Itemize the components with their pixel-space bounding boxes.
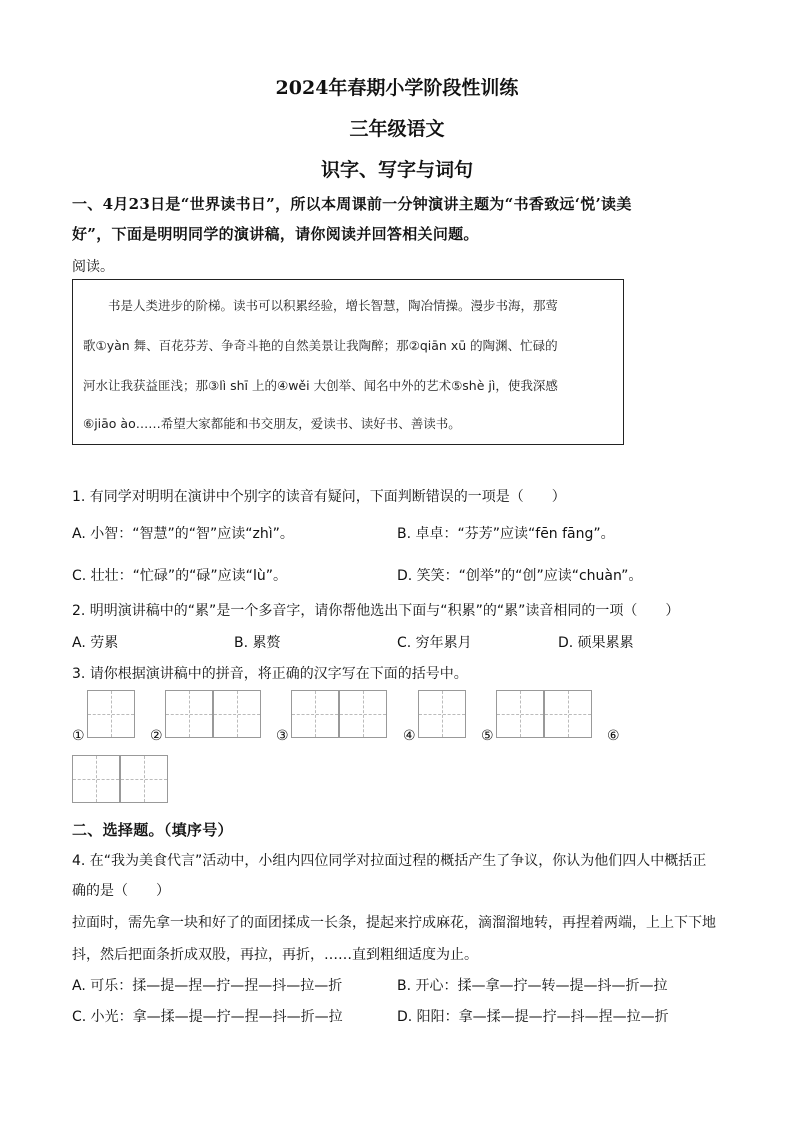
answer-label-4: ④ xyxy=(403,728,416,744)
section1-heading-line1: 一、4月23日是“世界读书日”，所以本周课前一分钟演讲主题为“书香致远‘悦’读美 xyxy=(72,195,632,213)
topic-title: 识字、写字与词句 xyxy=(320,159,473,181)
q4-option-d[interactable]: D. 阳阳：拿—揉—提—拧—抖—捏—拉—折 xyxy=(397,1009,669,1025)
answer-label-2: ② xyxy=(150,728,163,744)
writing-grid-3a[interactable] xyxy=(291,690,339,738)
q2-option-a[interactable]: A. 劳累 xyxy=(72,635,119,651)
page-title: 2024年春期小学阶段性训练 xyxy=(275,77,519,99)
q2-option-c[interactable]: C. 穷年累月 xyxy=(397,635,472,651)
q1-stem: 1. 有同学对明明在演讲中个别字的读音有疑问，下面判断错误的一项是（ ） xyxy=(72,489,566,505)
grade-subject-title: 三年级语文 xyxy=(349,118,445,140)
answer-label-5: ⑤ xyxy=(481,728,494,744)
answer-label-3: ③ xyxy=(276,728,289,744)
read-label: 阅读。 xyxy=(72,259,114,275)
writing-grid-4[interactable] xyxy=(418,690,466,738)
q4-stem-line2: 确的是（ ） xyxy=(72,883,170,899)
passage-line-2: 歌①yàn 舞、百花芬芳、争奇斗艳的自然美景让我陶醉；那②qiān xū 的陶渊、忙碌的 xyxy=(83,338,558,353)
answer-label-1: ① xyxy=(72,728,85,744)
q1-option-c[interactable]: C. 壮壮：“忙碌”的“碌”应读“lù”。 xyxy=(72,568,287,584)
answer-label-6: ⑥ xyxy=(607,728,620,744)
q3-stem: 3. 请你根据演讲稿中的拼音，将正确的汉字写在下面的括号中。 xyxy=(72,666,468,682)
q2-option-d[interactable]: D. 硕果累累 xyxy=(558,635,634,651)
writing-grid-3b[interactable] xyxy=(339,690,387,738)
writing-grid-5a[interactable] xyxy=(496,690,544,738)
q2-stem: 2. 明明演讲稿中的“累”是一个多音字，请你帮他选出下面与“积累”的“累”读音相同的一项（ ） xyxy=(72,603,680,619)
q4-option-a[interactable]: A. 可乐：揉—提—捏—拧—捏—抖—拉—折 xyxy=(72,978,343,994)
q4-option-b[interactable]: B. 开心：揉—拿—拧—转—提—抖—折—拉 xyxy=(397,978,668,994)
passage-line-3: 河水让我获益匪浅；那③lì shī 上的④wěi 大创举、闻名中外的艺术⑤shè jì，使我深感 xyxy=(83,378,558,393)
passage-box xyxy=(72,279,624,445)
q4-text-line2: 抖，然后把面条折成双股，再拉，再折，……直到粗细适度为止。 xyxy=(72,947,478,963)
section2-heading: 二、选择题。（填序号） xyxy=(72,821,233,839)
q4-option-c[interactable]: C. 小光：拿—揉—提—拧—捏—抖—折—拉 xyxy=(72,1009,343,1025)
q2-option-b[interactable]: B. 累赘 xyxy=(234,635,281,651)
writing-grid-2b[interactable] xyxy=(213,690,261,738)
writing-grid-2a[interactable] xyxy=(165,690,213,738)
writing-grid-1[interactable] xyxy=(87,690,135,738)
q4-stem-line1: 4. 在“我为美食代言”活动中，小组内四位同学对拉面过程的概括产生了争议，你认为他们四人中概括正 xyxy=(72,853,707,869)
writing-grid-5b[interactable] xyxy=(544,690,592,738)
writing-grid-6a[interactable] xyxy=(72,755,120,803)
q1-option-b[interactable]: B. 卓卓：“芬芳”应读“fēn fāng”。 xyxy=(397,526,615,542)
q1-option-a[interactable]: A. 小智：“智慧”的“智”应读“zhì”。 xyxy=(72,526,294,542)
q1-option-d[interactable]: D. 笑笑：“创举”的“创”应读“chuàn”。 xyxy=(397,568,643,584)
section1-heading-line2: 好”，下面是明明同学的演讲稿，请你阅读并回答相关问题。 xyxy=(72,225,479,243)
passage-line-4: ⑥jiāo ào……希望大家都能和书交朋友，爱读书、读好书、善读书。 xyxy=(83,416,461,431)
passage-line-1: 书是人类进步的阶梯。读书可以积累经验，增长智慧，陶冶情操。漫步书海，那莺 xyxy=(83,298,559,313)
writing-grid-6b[interactable] xyxy=(120,755,168,803)
q4-text-line1: 拉面时，需先拿一块和好了的面团揉成一长条，提起来拧成麻花，滴溜溜地转，再捏着两端，上上下下地 xyxy=(72,915,716,931)
